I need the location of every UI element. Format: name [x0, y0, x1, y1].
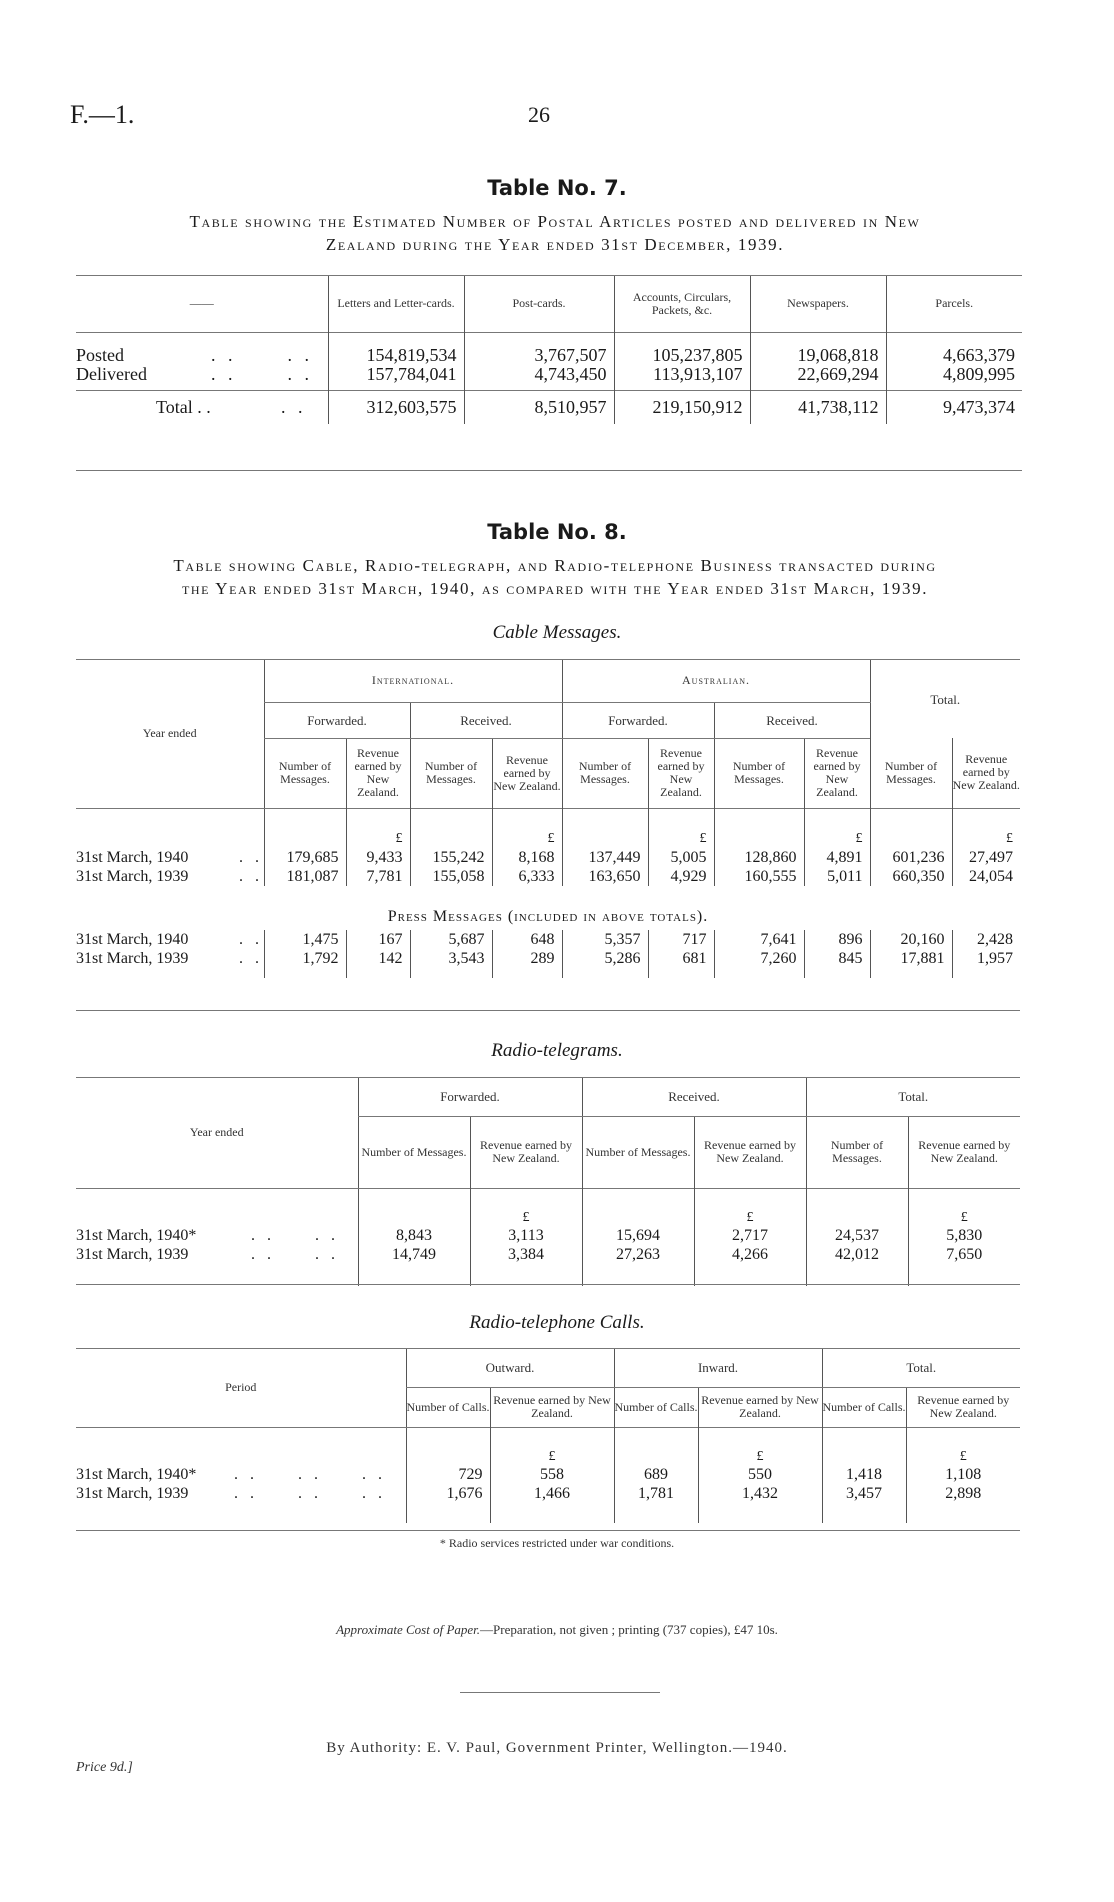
currency-symbol: £ — [492, 808, 562, 848]
table-cell: 845 — [804, 949, 870, 968]
table-cell: 5,830 — [908, 1226, 1020, 1245]
cable-australian-header: Australian. — [562, 660, 870, 702]
table-cell: 137,449 — [562, 848, 648, 867]
col-number-of-messages: Number of Messages. — [870, 738, 952, 808]
table-cell: 5,005 — [648, 848, 714, 867]
radiotelephone-inward-header: Inward. — [614, 1349, 822, 1387]
currency-symbol: £ — [648, 808, 714, 848]
cost-label: Approximate Cost of Paper. — [336, 1622, 481, 1637]
col-number-of-messages: Number of Messages. — [358, 1116, 470, 1188]
row-label: 31st March, 1940* — [76, 1227, 197, 1244]
table-cell: 42,012 — [806, 1245, 908, 1264]
currency-symbol: £ — [908, 1188, 1020, 1226]
table-row: 31st March, 1939 . . . . . . 1,676 1,466 1,781 1,432 3,457 2,898 — [76, 1484, 1020, 1503]
row-label: Posted — [76, 345, 125, 365]
table-row: 31st March, 1939 . . 1,792 142 3,543 289 5,286 681 7,260 845 17,881 1,957 — [76, 949, 1020, 968]
radiotelegrams-received-header: Received. — [582, 1078, 806, 1116]
table-cell: 3,457 — [822, 1484, 906, 1503]
table-cell: 4,266 — [694, 1245, 806, 1264]
table7 — [76, 276, 1022, 424]
cable-section-title: Cable Messages. — [492, 622, 622, 643]
table-cell: 2,898 — [906, 1484, 1020, 1503]
col-revenue: Revenue earned by New Zealand. — [698, 1387, 822, 1427]
radiotelegrams-bottom-rule — [76, 1284, 1020, 1285]
currency-symbol: £ — [470, 1188, 582, 1226]
table-cell: 8,843 — [358, 1226, 470, 1245]
table8-subtitle-1: Table showing Cable, Radio-telegraph, and Radio-telephone Business transacted during — [173, 556, 937, 575]
currency-symbol: £ — [698, 1427, 822, 1465]
table7-col-newspapers: Newspapers. — [750, 276, 886, 332]
cable-year-header: Year ended — [76, 660, 264, 808]
col-number-of-messages: Number of Messages. — [410, 738, 492, 808]
radiotelephone-footnote: * Radio services restricted under war conditions. — [439, 1536, 675, 1550]
radiotelegrams-section-title: Radio-telegrams. — [491, 1040, 623, 1061]
row-label: 31st March, 1939 — [76, 1246, 189, 1263]
row-label: 31st March, 1940 — [76, 931, 189, 948]
currency-symbol: £ — [906, 1427, 1020, 1465]
table-cell: 689 — [614, 1465, 698, 1484]
table-row: 31st March, 1940* . . . . . . 729 558 689 550 1,418 1,108 — [76, 1465, 1020, 1484]
table-cell: 157,784,041 — [328, 365, 464, 384]
table-cell: 1,676 — [406, 1484, 490, 1503]
printer-authority: By Authority: E. V. Paul, Government Printer, Wellington.—1940. — [326, 1740, 788, 1756]
currency-symbol: £ — [346, 808, 410, 848]
radiotelephone-section-title: Radio-telephone Calls. — [469, 1312, 645, 1333]
table-cell: 7,650 — [908, 1245, 1020, 1264]
table-cell: 142 — [346, 949, 410, 968]
radiotelegrams-table — [76, 1078, 1020, 1286]
col-number-of-calls: Number of Calls. — [822, 1387, 906, 1427]
col-number-of-messages: Number of Messages. — [582, 1116, 694, 1188]
col-number-of-messages: Number of Messages. — [562, 738, 648, 808]
table7-subtitle-1: Table showing the Estimated Number of Postal Articles posted and delivered in New — [189, 212, 921, 231]
table-cell: 4,929 — [648, 867, 714, 886]
table-cell: 14,749 — [358, 1245, 470, 1264]
col-revenue: Revenue earned by New Zealand. — [648, 738, 714, 808]
radiotelephone-total-header: Total. — [822, 1349, 1020, 1387]
table-cell: 1,781 — [614, 1484, 698, 1503]
table-cell: 105,237,805 — [614, 346, 750, 365]
table-cell: 1,957 — [952, 949, 1020, 968]
row-label: 31st March, 1939 — [76, 1485, 189, 1502]
table-cell: 6,333 — [492, 867, 562, 886]
cable-aus-received: Received. — [714, 702, 870, 738]
currency-symbol: £ — [490, 1427, 614, 1465]
table-cell: 3,384 — [470, 1245, 582, 1264]
table7-col-accounts: Accounts, Circulars, Packets, &c. — [614, 276, 750, 332]
table-cell: 24,054 — [952, 867, 1020, 886]
cable-total-header: Total. — [870, 660, 1020, 738]
table-cell: 1,432 — [698, 1484, 822, 1503]
cable-table — [76, 660, 1020, 978]
currency-symbol: £ — [804, 808, 870, 848]
table-cell: 660,350 — [870, 867, 952, 886]
table-cell: 550 — [698, 1465, 822, 1484]
table-cell: 2,717 — [694, 1226, 806, 1245]
table-row: 31st March, 1940* . . . . 8,843 3,113 15,694 2,717 24,537 5,830 — [76, 1226, 1020, 1245]
cable-aus-forwarded: Forwarded. — [562, 702, 714, 738]
table-cell: 7,260 — [714, 949, 804, 968]
table-cell: 15,694 — [582, 1226, 694, 1245]
table-cell: 289 — [492, 949, 562, 968]
table-cell: 181,087 — [264, 867, 346, 886]
page-number: 26 — [528, 102, 550, 127]
table-cell: 5,687 — [410, 930, 492, 949]
table-cell: 2,428 — [952, 930, 1020, 949]
radiotelephone-period-header: Period — [76, 1349, 406, 1427]
table-cell: 4,809,995 — [886, 365, 1022, 384]
press-messages-header: Press Messages (included in above totals). — [387, 908, 709, 925]
table-row: Posted . . . . 154,819,534 3,767,507 105,237,805 19,068,818 4,663,379 — [76, 346, 1022, 365]
cable-international-header: International. — [264, 660, 562, 702]
table-cell: 113,913,107 — [614, 365, 750, 384]
cost-text: —Preparation, not given ; printing (737 copies), £47 10s. — [480, 1622, 778, 1637]
table-cell: 717 — [648, 930, 714, 949]
row-label: Delivered — [76, 364, 147, 384]
radiotelephone-table — [76, 1349, 1020, 1523]
table-row: 31st March, 1940 . . 179,685 9,433 155,242 8,168 137,449 5,005 128,860 4,891 601,236 27,497 — [76, 848, 1020, 867]
table-cell: 558 — [490, 1465, 614, 1484]
radiotelephone-bottom-rule — [76, 1530, 1020, 1531]
table-cell: 4,891 — [804, 848, 870, 867]
table-row: 31st March, 1939 . . . . 14,749 3,384 27,263 4,266 42,012 7,650 — [76, 1245, 1020, 1264]
table-cell: 896 — [804, 930, 870, 949]
table-cell: 7,781 — [346, 867, 410, 886]
col-number-of-messages: Number of Messages. — [714, 738, 804, 808]
footer-rule — [460, 1692, 660, 1693]
table7-subtitle-2: Zealand during the Year ended 31st December, 1939. — [325, 235, 785, 254]
col-revenue: Revenue earned by New Zealand. — [952, 738, 1020, 808]
table-cell: 155,242 — [410, 848, 492, 867]
table-cell: 19,068,818 — [750, 346, 886, 365]
col-revenue: Revenue earned by New Zealand. — [908, 1116, 1020, 1188]
table-cell: 4,743,450 — [464, 365, 614, 384]
table-cell: 3,113 — [470, 1226, 582, 1245]
currency-symbol: £ — [952, 808, 1020, 848]
table-cell: 9,433 — [346, 848, 410, 867]
table7-header-row — [76, 276, 1022, 332]
radiotelegrams-forwarded-header: Forwarded. — [358, 1078, 582, 1116]
table-cell: 4,663,379 — [886, 346, 1022, 365]
cost-of-paper — [0, 1622, 1114, 1638]
cable-intl-received: Received. — [410, 702, 562, 738]
table-cell: 8,510,957 — [464, 390, 614, 424]
radiotelephone-outward-header: Outward. — [406, 1349, 614, 1387]
radiotelegrams-total-header: Total. — [806, 1078, 1020, 1116]
col-revenue: Revenue earned by New Zealand. — [490, 1387, 614, 1427]
document-reference: F.—1. — [70, 100, 135, 129]
table-cell: 24,537 — [806, 1226, 908, 1245]
table-cell: 5,286 — [562, 949, 648, 968]
table-cell: 179,685 — [264, 848, 346, 867]
row-label: 31st March, 1939 — [76, 950, 189, 967]
table-cell: 154,819,534 — [328, 346, 464, 365]
table-cell: 729 — [406, 1465, 490, 1484]
table-cell: 601,236 — [870, 848, 952, 867]
table-cell: 3,767,507 — [464, 346, 614, 365]
cable-intl-forwarded: Forwarded. — [264, 702, 410, 738]
col-revenue: Revenue earned by New Zealand. — [694, 1116, 806, 1188]
table-cell: 27,497 — [952, 848, 1020, 867]
table8-subtitle-2: the Year ended 31st March, 1940, as compared with the Year ended 31st March, 1939. — [181, 579, 929, 598]
table-cell: 681 — [648, 949, 714, 968]
col-revenue: Revenue earned by New Zealand. — [804, 738, 870, 808]
radiotelegrams-year-header: Year ended — [76, 1078, 358, 1188]
currency-symbol: £ — [694, 1188, 806, 1226]
table-cell: 1,418 — [822, 1465, 906, 1484]
table-cell: 5,357 — [562, 930, 648, 949]
table-row: 31st March, 1939 . . 181,087 7,781 155,058 6,333 163,650 4,929 160,555 5,011 660,350 24,054 — [76, 867, 1020, 886]
row-label: 31st March, 1940 — [76, 849, 189, 866]
table-cell: 167 — [346, 930, 410, 949]
table-cell: 155,058 — [410, 867, 492, 886]
table-cell: 219,150,912 — [614, 390, 750, 424]
table-cell: 41,738,112 — [750, 390, 886, 424]
col-number-of-calls: Number of Calls. — [614, 1387, 698, 1427]
table-cell: 1,108 — [906, 1465, 1020, 1484]
col-number-of-messages: Number of Messages. — [806, 1116, 908, 1188]
col-revenue: Revenue earned by New Zealand. — [470, 1116, 582, 1188]
col-revenue: Revenue earned by New Zealand. — [346, 738, 410, 808]
table-row-total: Total . . . . 312,603,575 8,510,957 219,150,912 41,738,112 9,473,374 — [76, 390, 1022, 424]
table7-title: Table No. 7. — [487, 176, 627, 200]
table-cell: 7,641 — [714, 930, 804, 949]
table-cell: 8,168 — [492, 848, 562, 867]
table-cell: 20,160 — [870, 930, 952, 949]
total-label: Total . . — [156, 396, 211, 417]
table-cell: 312,603,575 — [328, 390, 464, 424]
table-cell: 3,543 — [410, 949, 492, 968]
row-label: 31st March, 1940* — [76, 1466, 197, 1483]
table7-col-postcards: Post-cards. — [464, 276, 614, 332]
table-row: Delivered . . . . 157,784,041 4,743,450 113,913,107 22,669,294 4,809,995 — [76, 365, 1022, 384]
table7-col-parcels: Parcels. — [886, 276, 1022, 332]
table-cell: 22,669,294 — [750, 365, 886, 384]
table-cell: 1,466 — [490, 1484, 614, 1503]
table-cell: 163,650 — [562, 867, 648, 886]
col-revenue: Revenue earned by New Zealand. — [906, 1387, 1020, 1427]
table8-title: Table No. 8. — [487, 520, 627, 544]
table7-bottom-rule — [76, 470, 1022, 471]
table-cell: 9,473,374 — [886, 390, 1022, 424]
table7-blank-header: —— — [189, 296, 214, 311]
table-cell: 160,555 — [714, 867, 804, 886]
col-number-of-calls: Number of Calls. — [406, 1387, 490, 1427]
table-row: 31st March, 1940 . . 1,475 167 5,687 648 5,357 717 7,641 896 20,160 2,428 — [76, 930, 1020, 949]
row-label: 31st March, 1939 — [76, 868, 189, 885]
col-revenue: Revenue earned by New Zealand. — [492, 738, 562, 808]
table7-col-letters: Letters and Letter-cards. — [328, 276, 464, 332]
table-cell: 27,263 — [582, 1245, 694, 1264]
table-cell: 1,792 — [264, 949, 346, 968]
table-cell: 1,475 — [264, 930, 346, 949]
col-number-of-messages: Number of Messages. — [264, 738, 346, 808]
table-cell: 648 — [492, 930, 562, 949]
table-cell: 17,881 — [870, 949, 952, 968]
table-cell: 5,011 — [804, 867, 870, 886]
cable-bottom-rule — [76, 1010, 1020, 1011]
table-cell: 128,860 — [714, 848, 804, 867]
price: Price 9d.] — [76, 1760, 133, 1775]
